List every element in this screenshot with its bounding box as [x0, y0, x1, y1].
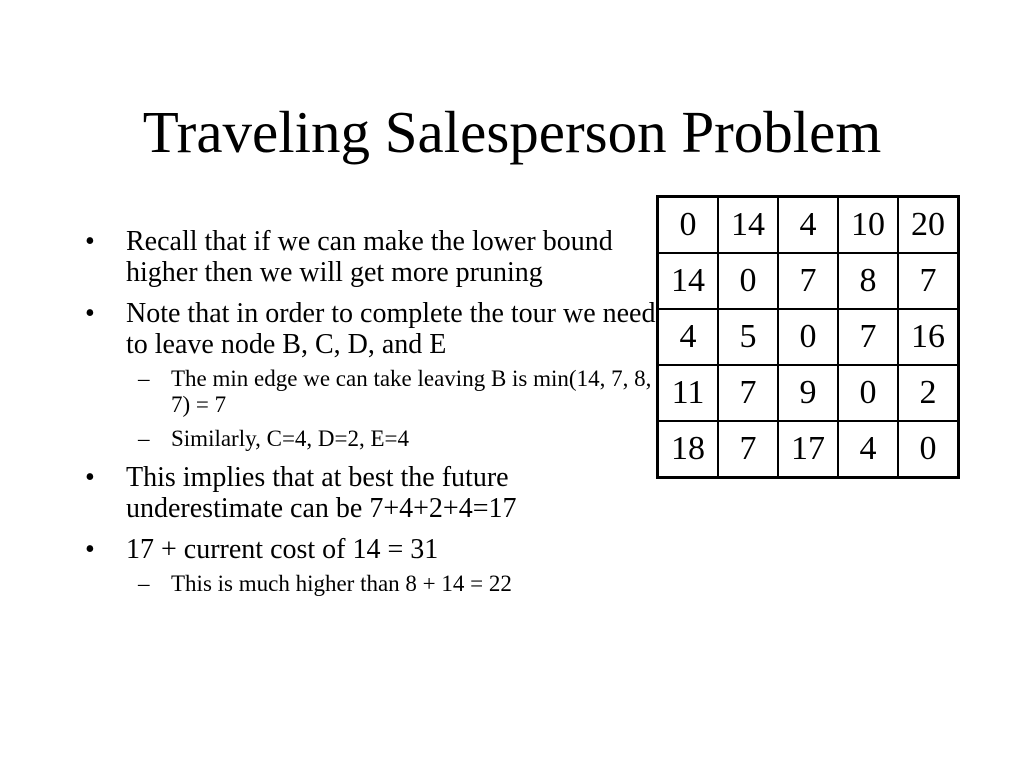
bullet-marker: • — [85, 462, 95, 493]
bullet-text: This implies that at best the future underestimate can be 7+4+2+4=17 — [126, 462, 517, 524]
sub-bullet-text: This is much higher than 8 + 14 = 22 — [171, 571, 512, 596]
sub-bullet-text: Similarly, C=4, D=2, E=4 — [171, 426, 410, 451]
matrix-row — [658, 309, 959, 365]
matrix-cell: 16 — [898, 309, 959, 365]
sub-bullet-list — [85, 571, 660, 597]
matrix-cell: 9 — [778, 365, 838, 421]
bullet-item — [85, 534, 660, 597]
sub-bullet-text: The min edge we can take leaving B is min(14, 7, 8, 7) = 7 — [171, 366, 652, 417]
matrix-row — [658, 253, 959, 309]
matrix-cell: 7 — [898, 253, 959, 309]
slide-title: Traveling Salesperson Problem — [142, 99, 882, 165]
matrix-cell: 4 — [838, 421, 898, 478]
matrix-cell: 11 — [658, 365, 719, 421]
matrix-cell: 20 — [898, 197, 959, 254]
bullet-text: Recall that if we can make the lower bound higher then we will get more pruning — [126, 226, 613, 288]
matrix-cell: 5 — [718, 309, 778, 365]
sub-bullet-item — [85, 366, 660, 418]
matrix-cell: 0 — [718, 253, 778, 309]
bullet-list — [85, 226, 660, 607]
matrix-cell: 0 — [898, 421, 959, 478]
bullet-marker: • — [85, 298, 95, 329]
matrix-cell: 14 — [658, 253, 719, 309]
bullet-item — [85, 298, 660, 452]
matrix-row — [658, 197, 959, 254]
matrix-cell: 10 — [838, 197, 898, 254]
sub-bullet-marker: – — [138, 366, 150, 391]
matrix-cell: 4 — [658, 309, 719, 365]
matrix-cell: 18 — [658, 421, 719, 478]
sub-bullet-item — [85, 571, 660, 597]
cost-matrix — [656, 195, 960, 479]
sub-bullet-item — [85, 426, 660, 452]
matrix-cell: 0 — [658, 197, 719, 254]
matrix-cell: 7 — [778, 253, 838, 309]
sub-bullet-marker: – — [138, 426, 150, 451]
sub-bullet-marker: – — [138, 571, 150, 596]
matrix-cell: 7 — [718, 365, 778, 421]
matrix-cell: 0 — [778, 309, 838, 365]
matrix-row — [658, 421, 959, 478]
matrix-row — [658, 365, 959, 421]
matrix-cell: 17 — [778, 421, 838, 478]
matrix-cell: 7 — [718, 421, 778, 478]
bullet-text: Note that in order to complete the tour we need to leave node B, C, D, and E — [126, 298, 656, 360]
matrix-cell: 14 — [718, 197, 778, 254]
bullet-marker: • — [85, 534, 95, 565]
matrix-cell: 2 — [898, 365, 959, 421]
matrix-cell: 4 — [778, 197, 838, 254]
bullet-item — [85, 226, 660, 288]
sub-bullet-list — [85, 366, 660, 452]
bullet-text: 17 + current cost of 14 = 31 — [126, 534, 439, 565]
matrix-cell: 0 — [838, 365, 898, 421]
matrix-cell: 7 — [838, 309, 898, 365]
bullet-marker: • — [85, 226, 95, 257]
bullet-item — [85, 462, 660, 524]
matrix-cell: 8 — [838, 253, 898, 309]
